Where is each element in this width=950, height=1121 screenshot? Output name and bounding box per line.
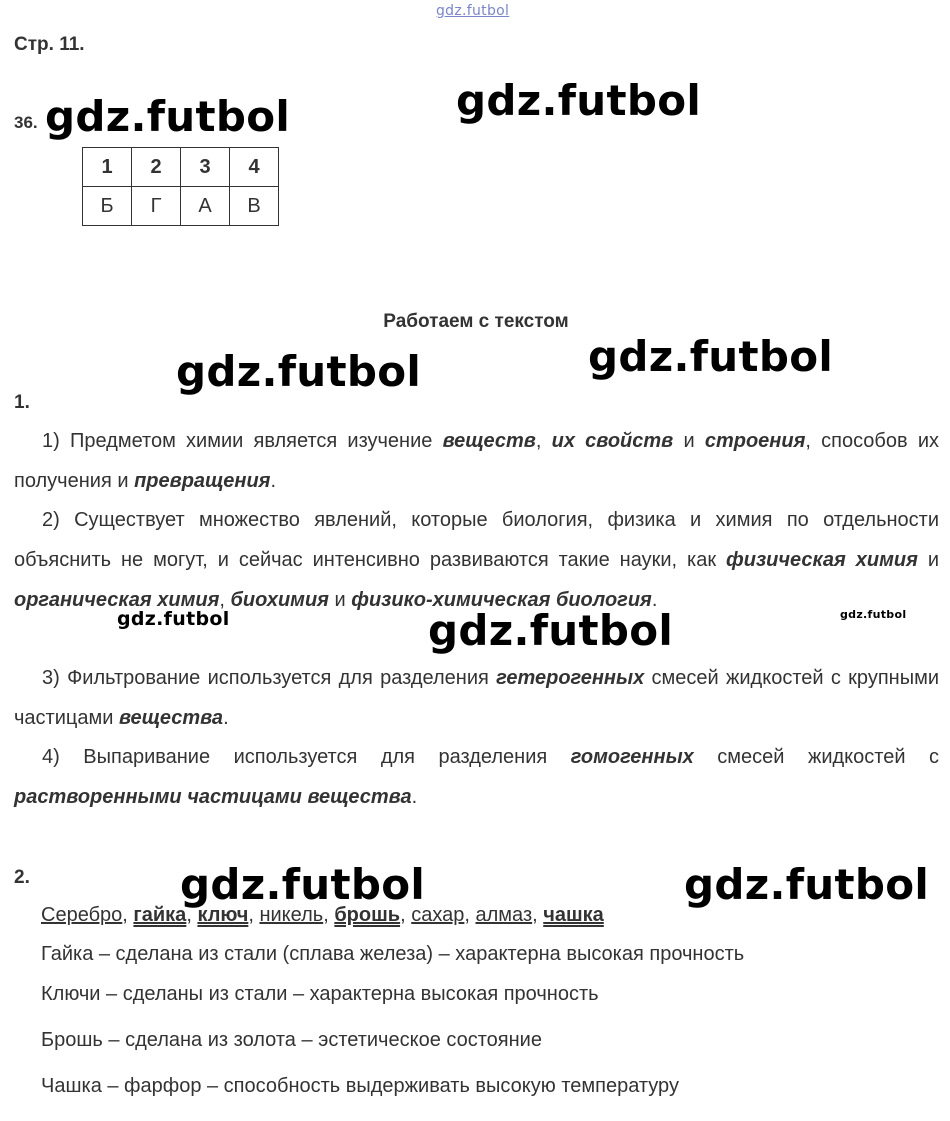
term: превращения	[134, 470, 271, 492]
text: .	[651, 589, 658, 611]
answer-table-header-cell: 2	[132, 148, 181, 187]
term: вещества	[118, 707, 224, 729]
separator: ,	[400, 904, 412, 926]
watermark: gdz.futbol	[456, 76, 702, 125]
section-title: Работаем с текстом	[383, 311, 569, 332]
watermark: gdz.futbol	[684, 860, 930, 909]
term: гомогенных	[570, 746, 694, 768]
text: .	[270, 470, 277, 492]
term: гетерогенных	[496, 667, 645, 689]
term: физико-химическая биология	[351, 589, 652, 611]
separator: ,	[248, 904, 260, 926]
text: смесей жидкостей с	[693, 746, 939, 768]
separator: ,	[122, 904, 134, 926]
text: , способов их получения и	[14, 430, 939, 492]
watermark: gdz.futbol	[840, 608, 907, 621]
task1-paragraph-2	[14, 500, 939, 620]
task36-number: 36.	[14, 113, 38, 132]
term: растворенными частицами вещества	[14, 786, 412, 808]
answer-table-header-row	[83, 148, 279, 187]
list-item: никель	[259, 904, 324, 926]
text: 1) Предметом химии является изучение	[42, 430, 443, 452]
text: ,	[535, 430, 552, 452]
term: органическая химия	[14, 589, 220, 611]
watermark: gdz.futbol	[117, 608, 230, 630]
list-item-selected: брошь	[334, 904, 401, 926]
items-list	[41, 904, 604, 927]
answer-table-row	[83, 187, 279, 226]
watermark: gdz.futbol	[180, 860, 426, 909]
watermark: gdz.futbol	[176, 347, 422, 396]
text: .	[223, 707, 229, 729]
text: и	[673, 430, 705, 452]
watermark: gdz.futbol	[428, 606, 674, 655]
text: 2) Существует множество явлений, которые биология, физика и химия по отдельности объяснить не могут, и сейчас интенсивно развиваются такие науки, как	[14, 509, 939, 571]
text: 3) Фильтрование используется для разделения	[42, 667, 497, 689]
text: 4) Выпаривание используется для разделения	[42, 746, 571, 768]
task1-paragraph-4	[14, 737, 939, 817]
answer-table	[82, 147, 279, 226]
answer-table-header-cell: 1	[83, 148, 132, 187]
separator: ,	[186, 904, 198, 926]
page-label: Стр. 11.	[14, 34, 85, 55]
task2-number: 2.	[14, 867, 30, 888]
answer-table-header-cell: 4	[230, 148, 279, 187]
task1-number: 1.	[14, 392, 30, 413]
answer-table-cell: В	[230, 187, 279, 226]
task1-paragraph-3	[14, 658, 939, 738]
list-item: Серебро	[41, 904, 123, 926]
task1-paragraph-1	[14, 421, 939, 501]
term: строения	[704, 430, 806, 452]
text: ,	[219, 589, 231, 611]
watermark: gdz.futbol	[45, 92, 291, 141]
text: .	[411, 786, 418, 808]
separator: ,	[532, 904, 544, 926]
answer-table-cell: Б	[83, 187, 132, 226]
answer-table-cell: Г	[132, 187, 181, 226]
list-item: алмаз	[475, 904, 533, 926]
answer-line: Гайка – сделана из стали (сплава железа) – характерна высокая прочность	[41, 943, 745, 965]
list-item: сахар	[411, 904, 465, 926]
answer-table-cell: А	[181, 187, 230, 226]
term: их свойств	[551, 430, 674, 452]
list-item-selected: чашка	[543, 904, 604, 926]
term: биохимия	[230, 589, 329, 611]
text: и	[328, 589, 352, 611]
watermark-top: gdz.futbol	[436, 3, 510, 19]
answer-line: Ключи – сделаны из стали – характерна высокая прочность	[41, 983, 599, 1005]
answer-line: Брошь – сделана из золота – эстетическое состояние	[41, 1029, 542, 1051]
separator: ,	[323, 904, 335, 926]
answer-table-header-cell: 3	[181, 148, 230, 187]
term: физическая химия	[726, 549, 918, 571]
list-item-selected: ключ	[197, 904, 249, 926]
watermark: gdz.futbol	[588, 332, 834, 381]
text: смесей жидкостей с крупными частицами	[14, 667, 940, 729]
text: и	[917, 549, 939, 571]
list-item-selected: гайка	[133, 904, 187, 926]
separator: ,	[464, 904, 476, 926]
answer-line: Чашка – фарфор – способность выдерживать высокую температуру	[41, 1075, 679, 1097]
term: веществ	[442, 430, 536, 452]
